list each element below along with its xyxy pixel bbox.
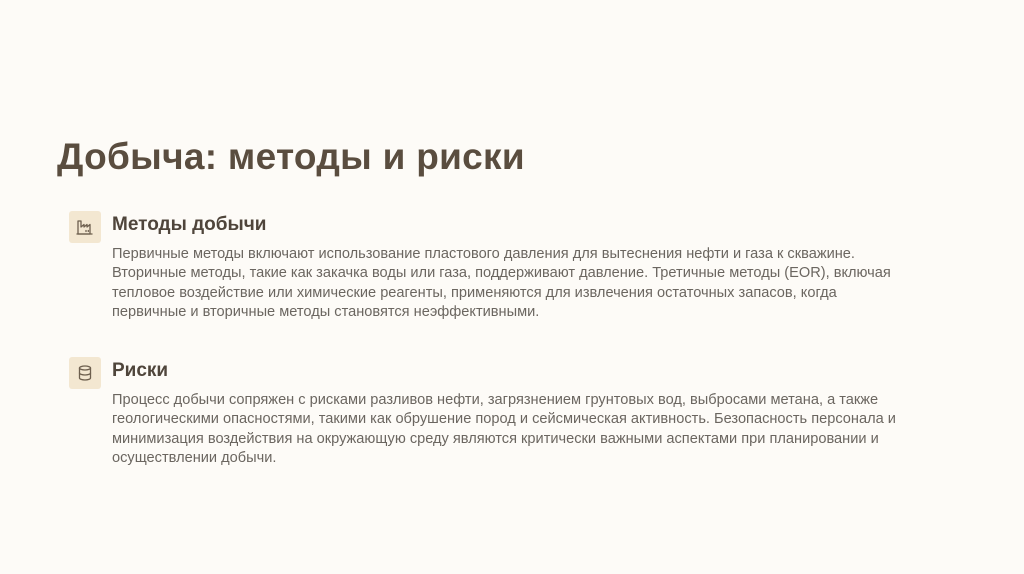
section-content	[112, 211, 912, 323]
factory-icon	[69, 211, 101, 243]
database-icon	[69, 357, 101, 389]
section-heading: Риски	[112, 360, 169, 381]
section-text: Первичные методы включают использование пластового давления для вытеснения нефти и газа к скважине. Вторичные методы, такие как закачка воды или газа, поддерживают давление. Третичные методы (EOR), включая тепловое воздействие или химические реагенты, применяются для извлечения остаточных запасов, когда первичные и вторичные методы становятся неэффективными.	[112, 246, 891, 321]
section-text: Процесс добычи сопряжен с рисками разливов нефти, загрязнением грунтовых вод, выбросами метана, а также геологическими опасностями, такими как обрушение пород и сейсмическая активность. Безопасность персонала и минимизация воздействия на окружающую среду являются критически важными аспектами при планировании и осуществлении добычи.	[112, 392, 896, 467]
section-heading: Методы добычи	[112, 214, 267, 235]
slide-title: Добыча: методы и риски	[57, 136, 525, 177]
section-content	[112, 357, 912, 469]
